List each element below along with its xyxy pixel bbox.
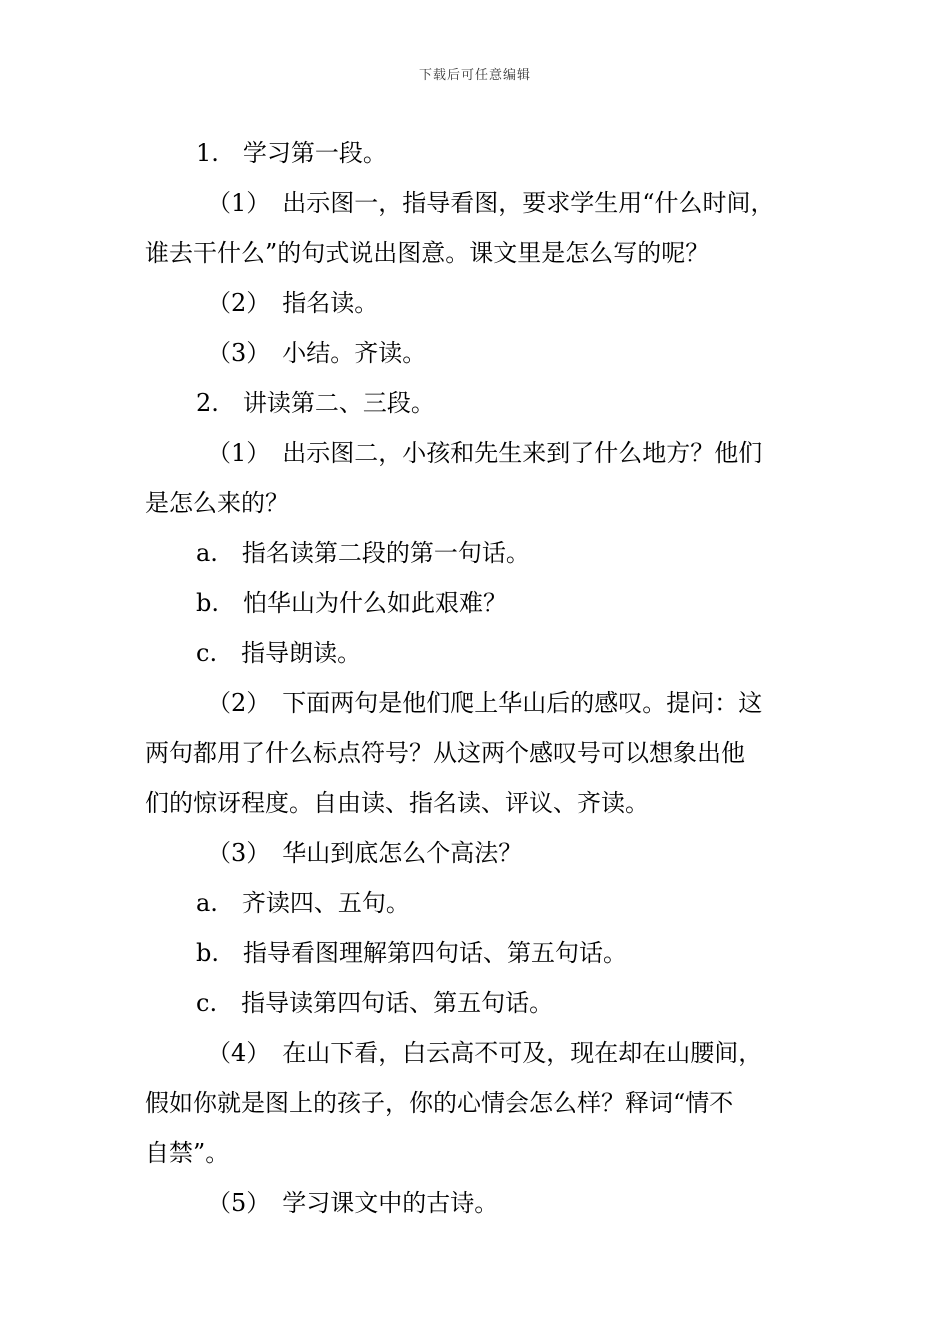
lesson-body (145, 128, 810, 1228)
step-2-1-c: c. 指导朗读。 (196, 639, 362, 667)
step-2-4-line-1: （4） 在山下看，白云高不可及，现在却在山腰间， (207, 1039, 763, 1067)
step-2-1-line-1: （1） 出示图二，小孩和先生来到了什么地方？他们 (207, 439, 763, 467)
page-header-note: 下载后可任意编辑 (418, 68, 531, 83)
step-2-4-line-2: 假如你就是图上的孩子，你的心情会怎么样？释词“情不 (145, 1089, 734, 1117)
step-1-1-line-2: 谁去干什么”的句式说出图意。课文里是怎么写的呢？ (145, 239, 710, 267)
step-2-1-a: a. 指名读第二段的第一句话。 (196, 539, 530, 567)
section-heading-1: 1. 学习第一段。 (196, 139, 387, 167)
step-2-3: （3） 华山到底怎么个高法？ (207, 839, 523, 867)
step-1-1-line-1: （1） 出示图一，指导看图，要求学生用“什么时间， (207, 189, 775, 217)
step-2-2-line-3: 们的惊讶程度。自由读、指名读、评议、齐读。 (145, 789, 649, 817)
step-2-3-b: b. 指导看图理解第四句话、第五句话。 (196, 939, 627, 967)
step-1-2: （2） 指名读。 (207, 289, 379, 317)
step-2-3-a: a. 齐读四、五句。 (196, 889, 410, 917)
step-2-5: （5） 学习课文中的古诗。 (207, 1189, 499, 1217)
section-heading-2: 2. 讲读第二、三段。 (196, 389, 435, 417)
step-2-1-b: b. 怕华山为什么如此艰难？ (196, 589, 507, 617)
step-2-2-line-2: 两句都用了什么标点符号？从这两个感叹号可以想象出他 (145, 739, 745, 767)
step-2-4-line-3: 自禁”。 (145, 1139, 230, 1167)
step-1-3: （3） 小结。齐读。 (207, 339, 427, 367)
step-2-1-line-2: 是怎么来的？ (145, 489, 289, 517)
step-2-2-line-1: （2） 下面两句是他们爬上华山后的感叹。提问：这 (207, 689, 763, 717)
step-2-3-c: c. 指导读第四句话、第五句话。 (196, 989, 554, 1017)
